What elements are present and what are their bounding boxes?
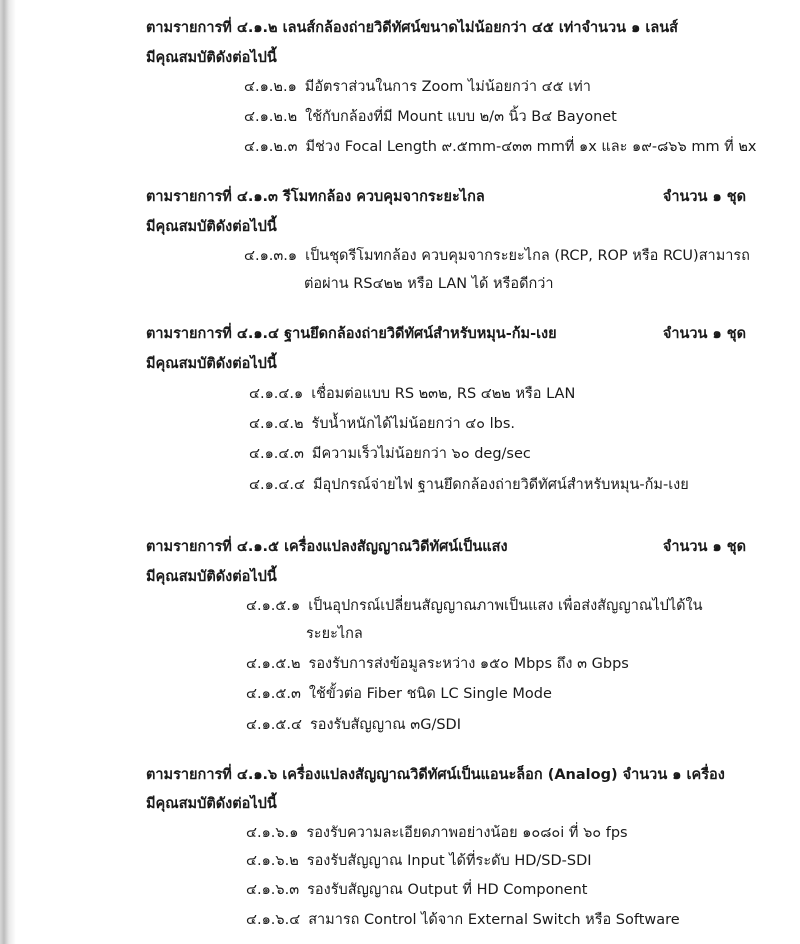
spec-item-number: ๔.๑.๕.๒ bbox=[246, 656, 301, 672]
spec-item-number: ๔.๑.๒.๒ bbox=[244, 109, 298, 125]
spec-item-number: ๔.๑.๖.๒ bbox=[246, 853, 299, 869]
spec-item-number: ๔.๑.๔.๑ bbox=[249, 386, 304, 402]
spec-item bbox=[246, 712, 461, 738]
spec-item-number: ๔.๑.๔.๔ bbox=[249, 477, 305, 493]
spec-item-text: มีอัตราส่วนในการ Zoom ไม่น้อยกว่า ๔๕ เท่า bbox=[304, 79, 591, 95]
spec-item-text: รองรับสัญญาณ Output ที่ HD Component bbox=[307, 882, 588, 898]
spec-item bbox=[249, 381, 575, 407]
spec-item bbox=[244, 74, 591, 100]
spec-item bbox=[246, 907, 680, 933]
spec-item bbox=[249, 441, 531, 467]
spec-item-text: เป็นอุปกรณ์เปลี่ยนสัญญาณภาพเป็นแสง เพื่อส่งสัญญาณไปได้ใน bbox=[308, 598, 703, 614]
spec-item-continuation: ต่อผ่าน RS๔๒๒ หรือ LAN ได้ หรือดีกว่า bbox=[304, 276, 554, 292]
spec-item-text: รองรับการส่งข้อมูลระหว่าง ๑๕๐ Mbps ถึง ๓ Gbps bbox=[308, 656, 629, 672]
spec-item-continuation: ระยะไกล bbox=[306, 626, 363, 642]
spec-item-number: ๔.๑.๒.๑ bbox=[244, 79, 297, 95]
section-quantity: จำนวน ๑ ชุด bbox=[662, 326, 746, 342]
spec-item-number: ๔.๑.๔.๒ bbox=[249, 416, 304, 432]
section-title: ตามรายการที่ ๔.๑.๔ ฐานยึดกล้องถ่ายวิดีทัศน์สำหรับหมุน-ก้ม-เงย bbox=[146, 326, 557, 342]
spec-item-number: ๔.๑.๕.๓ bbox=[246, 686, 301, 702]
section-title: ตามรายการที่ ๔.๑.๕ เครื่องแปลงสัญญาณวิดีทัศน์เป็นแสง bbox=[146, 539, 508, 555]
section-subheading: มีคุณสมบัติดังต่อไปนี้ bbox=[146, 50, 277, 66]
spec-item bbox=[246, 848, 592, 874]
spec-item-text: เป็นชุดรีโมทกล้อง ควบคุมจากระยะไกล (RCP, ROP หรือ RCU)สามารถ bbox=[305, 248, 750, 264]
section-subheading: มีคุณสมบัติดังต่อไปนี้ bbox=[146, 796, 277, 812]
section-heading bbox=[146, 761, 746, 789]
spec-item-text: มีอุปกรณ์จ่ายไฟ ฐานยึดกล้องถ่ายวิดีทัศน์สำหรับหมุน-ก้ม-เงย bbox=[312, 477, 689, 493]
spec-item-text: เชื่อมต่อแบบ RS ๒๓๒, RS ๔๒๒ หรือ LAN bbox=[311, 386, 576, 402]
spec-item-text: มีช่วง Focal Length ๙.๕mm-๔๓๓ mmที่ ๑x และ ๑๙-๘๖๖ mm ที่ ๒x bbox=[305, 139, 757, 155]
section-heading bbox=[146, 14, 746, 42]
spec-item bbox=[246, 820, 628, 846]
spec-item-number: ๔.๑.๖.๓ bbox=[246, 882, 300, 898]
section-title: ตามรายการที่ ๔.๑.๒ เลนส์กล้องถ่ายวิดีทัศน์ขนาดไม่น้อยกว่า ๔๕ เท่าจำนวน ๑ เลนส์ bbox=[146, 20, 678, 36]
spec-item bbox=[246, 651, 629, 677]
section-heading bbox=[146, 533, 746, 561]
section-title: ตามรายการที่ ๔.๑.๖ เครื่องแปลงสัญญาณวิดีทัศน์เป็นแอนะล็อก (Analog) จำนวน ๑ เครื่อง bbox=[146, 767, 725, 783]
spec-item bbox=[249, 472, 689, 498]
section-heading bbox=[146, 183, 746, 211]
spec-item-number: ๔.๑.๓.๑ bbox=[244, 248, 298, 264]
spec-item-number: ๔.๑.๕.๔ bbox=[246, 717, 302, 733]
section-quantity: จำนวน ๑ ชุด bbox=[662, 539, 746, 555]
section-quantity: จำนวน ๑ ชุด bbox=[662, 189, 746, 205]
spec-item-text: รองรับสัญญาณ Input ได้ที่ระดับ HD/SD-SDI bbox=[306, 853, 592, 869]
spec-item bbox=[244, 243, 750, 269]
spec-item-text: มีความเร็วไม่น้อยกว่า ๖๐ deg/sec bbox=[311, 446, 531, 462]
spec-item bbox=[249, 411, 515, 437]
spec-item-text: ใช้ขั้วต่อ Fiber ชนิด LC Single Mode bbox=[308, 686, 552, 702]
spec-item-text: รับน้ำหนักได้ไม่น้อยกว่า ๔๐ lbs. bbox=[311, 416, 516, 432]
spec-item bbox=[244, 134, 757, 160]
spec-item-number: ๔.๑.๕.๑ bbox=[246, 598, 301, 614]
spec-item-text: สามารถ Control ได้จาก External Switch หรือ Software bbox=[308, 912, 680, 928]
spec-item-number: ๔.๑.๖.๑ bbox=[246, 825, 299, 841]
spec-item bbox=[244, 104, 617, 130]
spec-item-text: ใช้กับกล้องที่มี Mount แบบ ๒/๓ นิ้ว B๔ Bayonet bbox=[305, 109, 617, 125]
section-title: ตามรายการที่ ๔.๑.๓ รีโมทกล้อง ควบคุมจากระยะไกล bbox=[146, 189, 485, 205]
spec-item-number: ๔.๑.๒.๓ bbox=[244, 139, 298, 155]
spec-item-number: ๔.๑.๖.๔ bbox=[246, 912, 301, 928]
spec-item-text: รองรับความละเอียดภาพอย่างน้อย ๑๐๘๐i ที่ ๖๐ fps bbox=[306, 825, 628, 841]
section-heading bbox=[146, 320, 746, 348]
spec-item bbox=[246, 877, 587, 903]
spec-item bbox=[246, 593, 703, 619]
spec-item bbox=[246, 681, 552, 707]
spec-item-text: รองรับสัญญาณ ๓G/SDI bbox=[309, 717, 461, 733]
spec-item-number: ๔.๑.๔.๓ bbox=[249, 446, 304, 462]
section-subheading: มีคุณสมบัติดังต่อไปนี้ bbox=[146, 569, 277, 585]
section-subheading: มีคุณสมบัติดังต่อไปนี้ bbox=[146, 356, 277, 372]
section-subheading: มีคุณสมบัติดังต่อไปนี้ bbox=[146, 219, 277, 235]
